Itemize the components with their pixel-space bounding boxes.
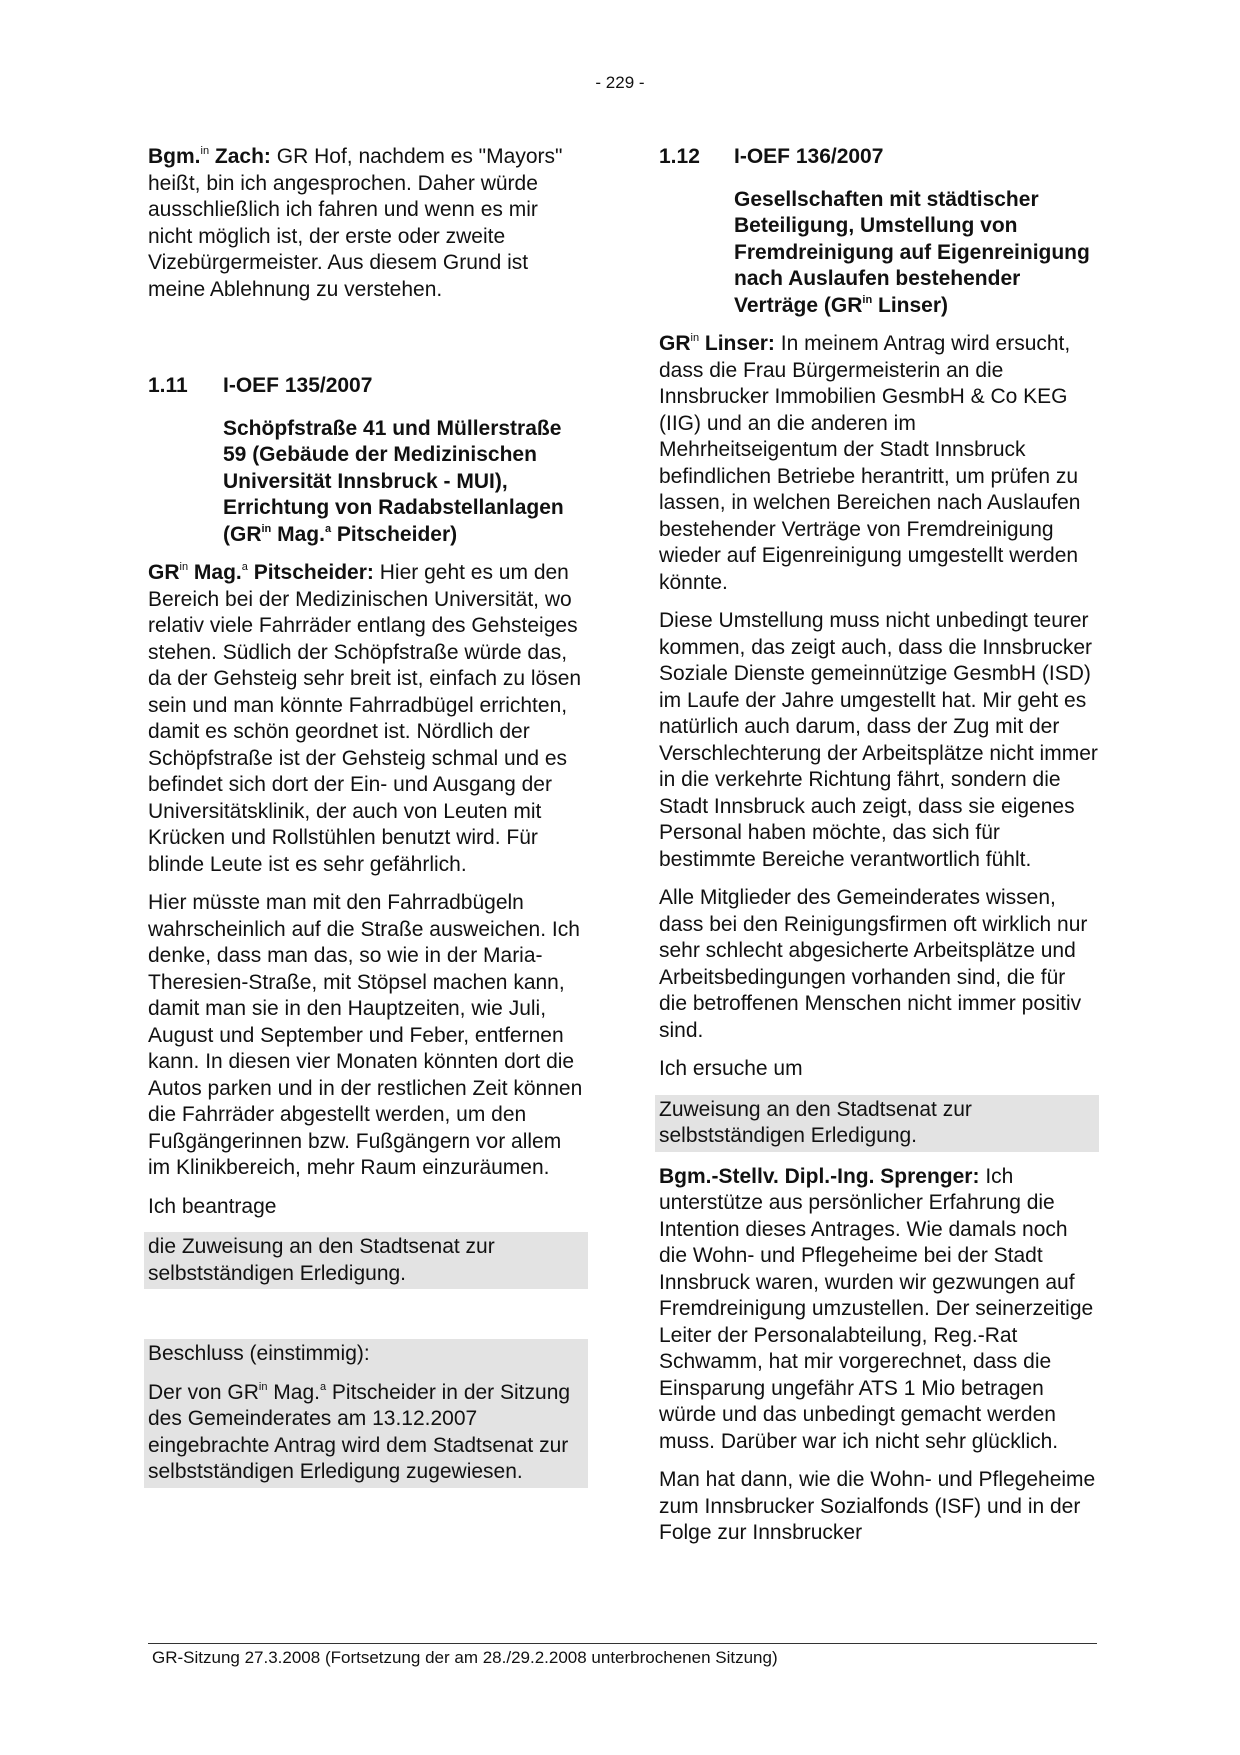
request-intro: Ich beantrage [148, 1194, 277, 1218]
motion-box: die Zuweisung an den Stadtsenat zur selbstständigen Erledigung. [144, 1232, 588, 1289]
speech-paragraph: $GR^{in}$ Mag.$^a$ Pitscheider: Hier geht es um den Bereich bei der Medizinischen Universität, wo relativ viele Fahrräder entlang des Gehsteiges stehen. Südlich der Schöpfstraße würde das, da der Gehsteig sehr breit ist, einfach zu lösen sein und man könnte Fahrradbügel errichten, damit es schön geordnet ist. Nördlich der Schöpfstraße ist der Gehsteig schmal und es befindet sich dort der Ein- und Ausgang der Universitätsklinik, der auch von Leuten mit Krücken und Rollstühlen benutzt wird. Für blinde Leute ist es sehr gefährlich. [148, 561, 582, 876]
section-heading: 1.12 I-OEF 136/2007 [659, 145, 884, 168]
left-column [148, 144, 588, 1488]
section-heading: 1.11 I-OEF 135/2007 [148, 374, 373, 397]
decision-label: Beschluss (einstimmig): [148, 1342, 370, 1365]
speech-paragraph: Alle Mitglieder des Gemeinderates wissen, dass bei den Reinigungsfirmen oft wirklich nur sehr schlecht abgesicherte Arbeitsplätze und Arbeitsbedingungen vorhanden sind, die für die betroffenen Menschen nicht immer positiv sind. [659, 886, 1088, 1042]
speech-paragraph: Hier müsste man mit den Fahrradbügeln wahrscheinlich auf die Straße ausweichen. Ich denke, dass man das, so wie in der Maria-Theresien-Straße, mit Stöpsel machen kann, damit man sie in den Hauptzeiten, wie Juli, August und September und Feber, entfernen kann. In diesen vier Monaten könnten dort die Autos parken und in der restlichen Zeit können die Fahrräder abgestellt werden, um den Fußgängerinnen bzw. Fußgängern vor allem im Klinikbereich, mehr Raum einzuräumen. [148, 891, 583, 1179]
footer: GR-Sitzung 27.3.2008 (Fortsetzung der am 28./29.2.2008 unterbrochenen Sitzung) [152, 1648, 778, 1667]
page-number: - 229 - [595, 73, 645, 92]
decision-box [144, 1339, 588, 1488]
speech-paragraph: $GR^{in}$ Linser: In meinem Antrag wird ersucht, dass die Frau Bürgermeisterin an die Innsbrucker Immobilien GesmbH & Co KEG (IIG) und an die anderen im Mehrheitseigentum der Stadt Innsbruck befindlichen Betriebe herantritt, um prüfen zu lassen, in welchen Bereichen nach Auslaufen bestehender Verträge von Fremdreinigung wieder auf Eigenreinigung umgestellt werden könnte. [659, 332, 1081, 594]
footer-divider [148, 1643, 1097, 1644]
speech-paragraph: Diese Umstellung muss nicht unbedingt teurer kommen, das zeigt auch, dass die Innsbrucker Soziale Dienste gemeinnützige GesmbH (ISD) im Laufe der Jahre umgestellt hat. Mir geht es natürlich auch darum, dass der Zug mit der Verschlechterung der Arbeitsplätze nicht immer in die verkehrte Richtung fährt, sondern die Stadt Innsbruck auch zeigt, dass sie eigenes Personal haben möchte, das sich für bestimmte Bereiche verantwortlich fühlt. [659, 609, 1098, 871]
speech-paragraph: Man hat dann, wie die Wohn- und Pflegeheime zum Innsbrucker Sozialfonds (ISF) und in der Folge zur Innsbrucker [659, 1468, 1096, 1544]
right-column [659, 144, 1099, 1559]
section-title: Schöpfstraße 41 und Müllerstraße 59 (Gebäude der Medizinischen Universität Innsbruck - MUI), Errichtung von Radabstellanlagen ($GR^{in}$ Mag.$^a$ Pitscheider) [223, 416, 564, 546]
speech-paragraph: Bgm.-Stellv. Dipl.-Ing. Sprenger: Ich unterstütze aus persönlicher Erfahrung die Intention dieses Antrages. Wie damals noch die Wohn- und Pflegeheime bei der Stadt Innsbruck waren, wurden wir gezwungen auf Fremdreinigung umzustellen. Der seinerzeitige Leiter der Personalabteilung, Reg.-Rat Schwamm, hat mir vorgerechnet, dass die Einsparung ungefähr ATS 1 Mio betragen würde und das unbedingt gemacht werden muss. Darüber war ich nicht sehr glücklich. [659, 1164, 1094, 1453]
intro-paragraph: Bgm.$^{in}$ Zach: GR Hof, nachdem es "Mayors" heißt, bin ich angesprochen. Daher würde ausschließlich ich fahren und wenn es mir nicht möglich ist, der erste oder zweite Vizebürgermeister. Aus diesem Grund ist meine Ablehnung zu verstehen. [148, 145, 563, 301]
request-intro: Ich ersuche um [659, 1057, 803, 1080]
section-title: Gesellschaften mit städtischer Beteiligung, Umstellung von Fremdreinigung auf Eigenreinigung nach Auslaufen bestehender Verträge ($GR^{in}$ Linser) [734, 187, 1090, 317]
decision-text: Der von $GR^{in}$ Mag.$^a$ Pitscheider in der Sitzung des Gemeinderates am 13.12.2007 eingebrachte Antrag wird dem Stadtsenat zur selbstständigen Erledigung zugewiesen. [148, 1380, 571, 1483]
motion-box: Zuweisung an den Stadtsenat zur selbstständigen Erledigung. [655, 1095, 1099, 1152]
